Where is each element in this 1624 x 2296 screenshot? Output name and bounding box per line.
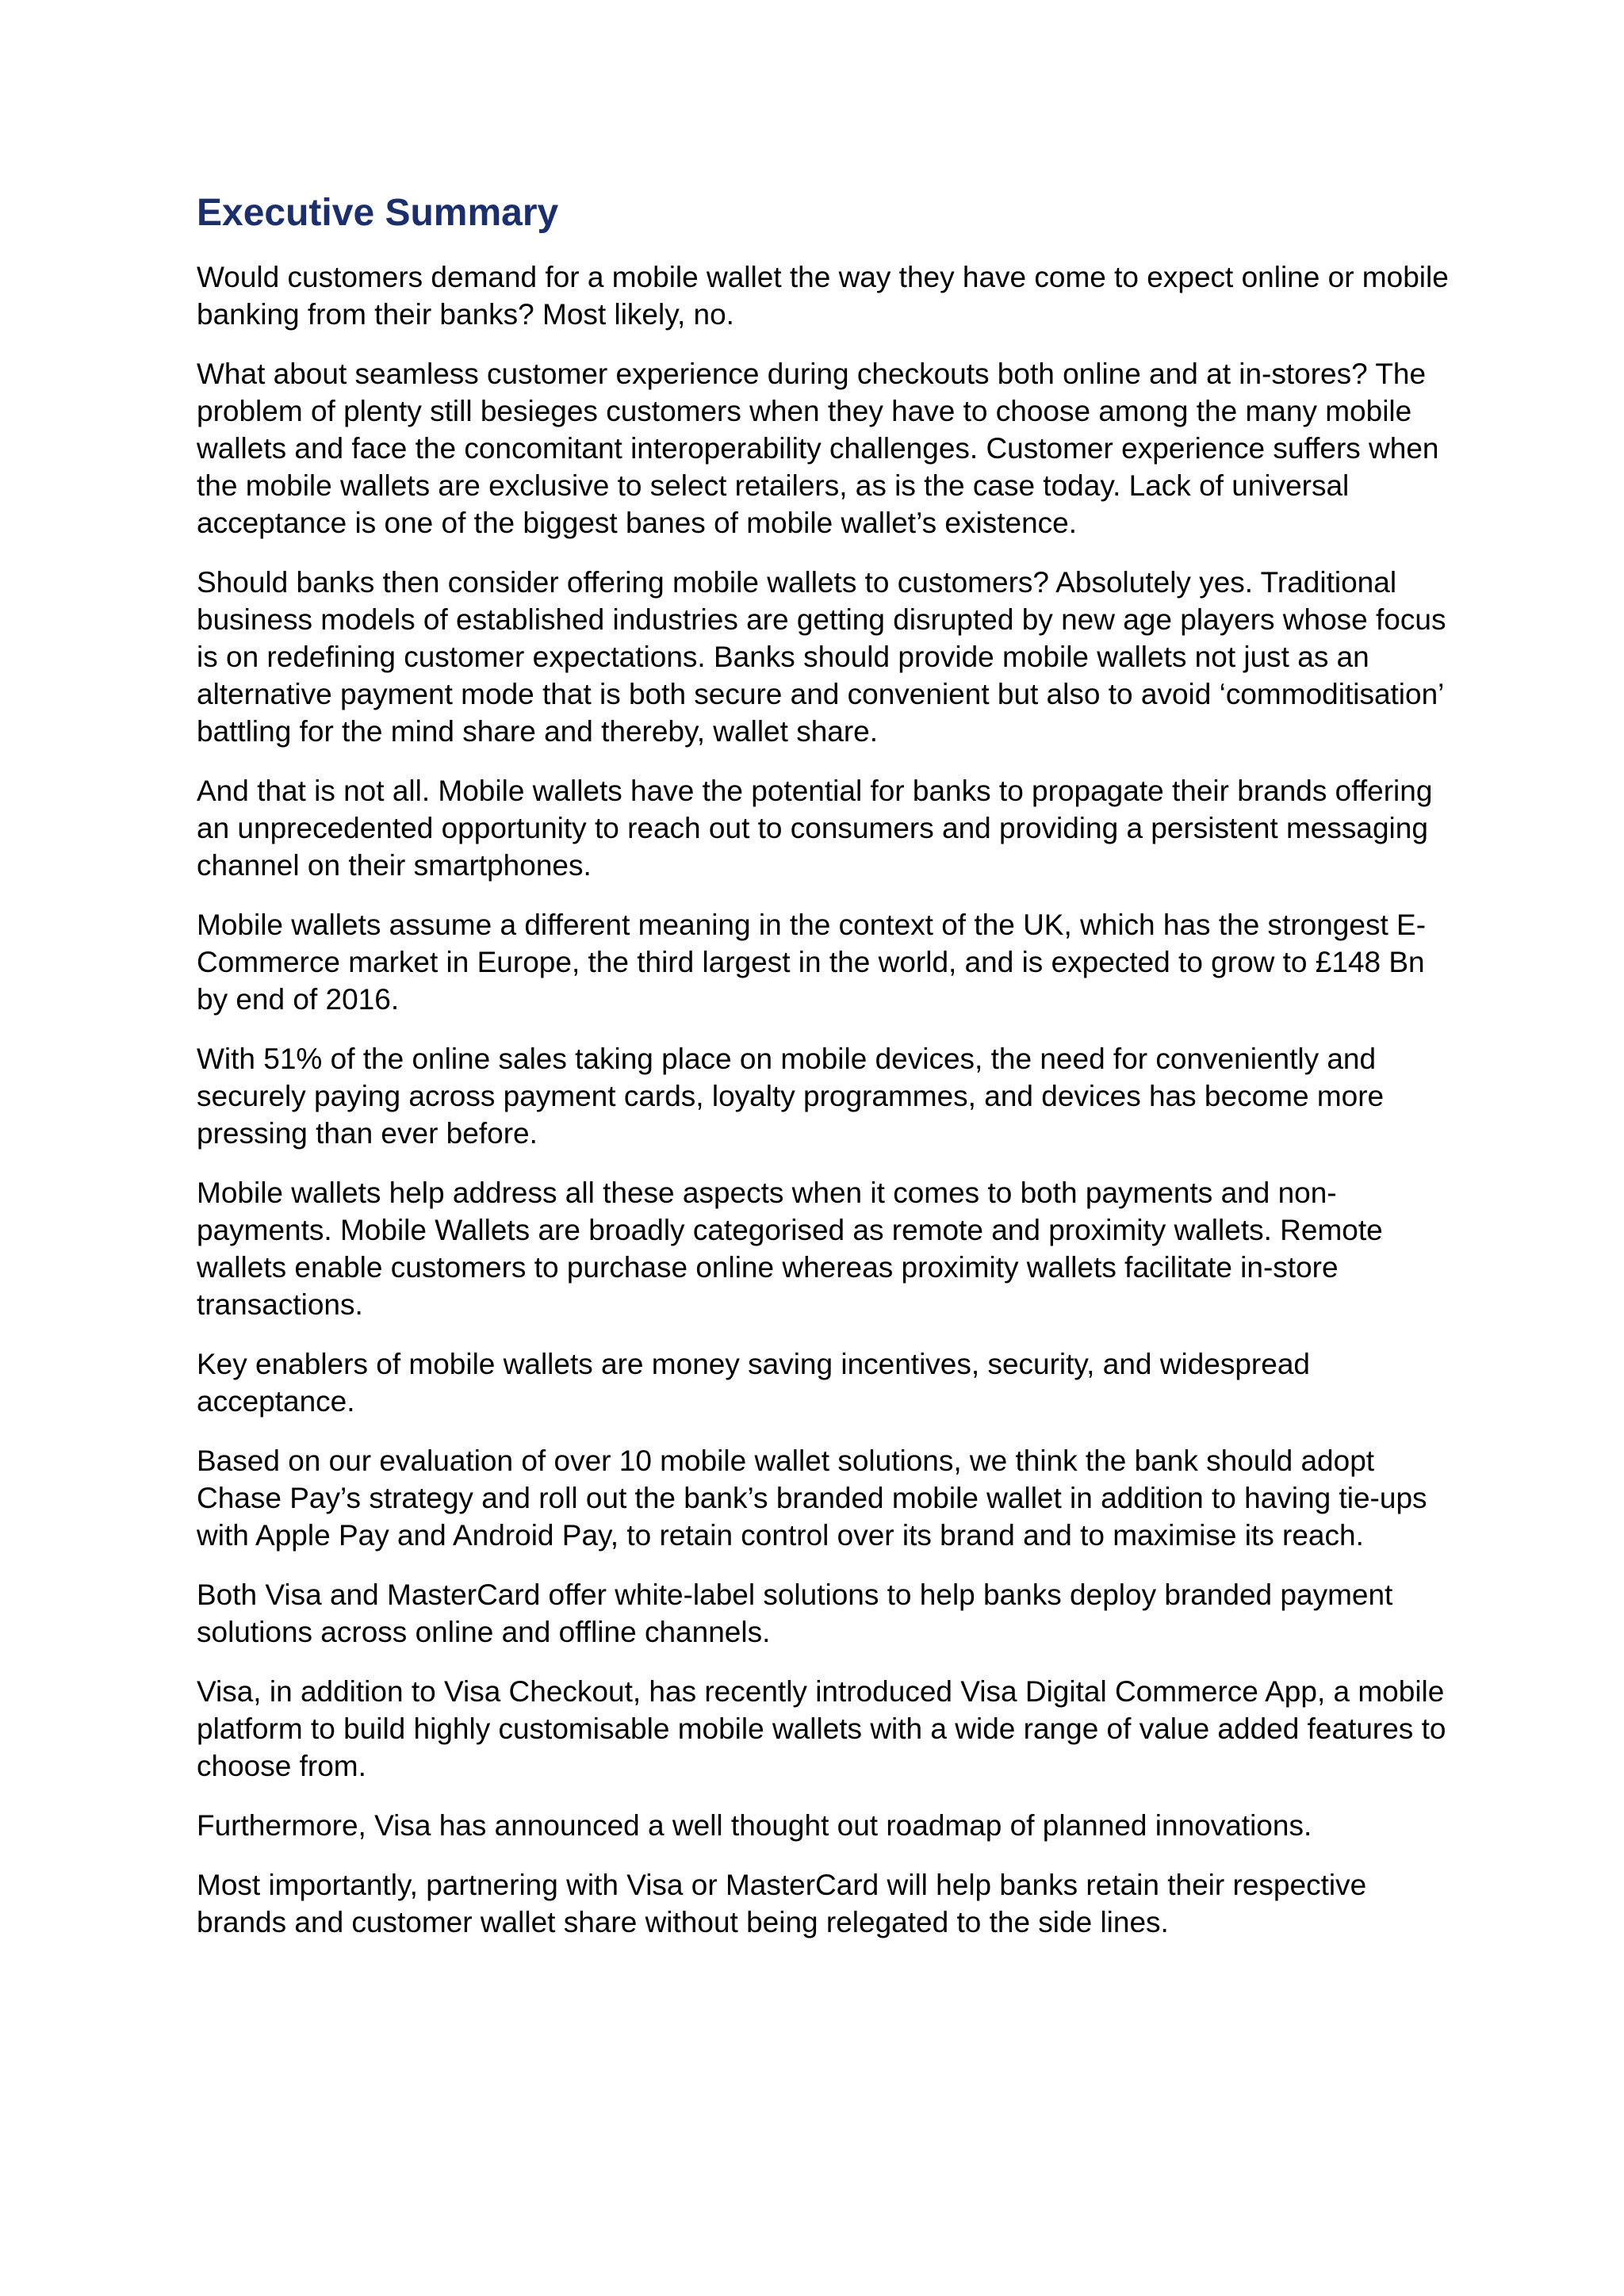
page-title: Executive Summary	[197, 192, 559, 234]
paragraph-9: Based on our evaluation of over 10 mobile wallet solutions, we think the bank should adopt Chase Pay’s strategy and roll out the bank’s branded mobile wallet in addition to having tie-ups with Apple Pay and Android Pay, to retain control over its brand and to maximise its reach.	[197, 1444, 1427, 1552]
paragraph-10: Both Visa and MasterCard offer white-label solutions to help banks deploy branded payment solutions across online and offline channels.	[197, 1578, 1393, 1648]
paragraph-11: Visa, in addition to Visa Checkout, has recently introduced Visa Digital Commerce App, a mobile platform to build highly customisable mobile wallets with a wide range of value added features to choose from.	[197, 1674, 1446, 1782]
paragraph-3: Should banks then consider offering mobile wallets to customers? Absolutely yes. Traditional business models of established industries are getting disrupted by new age players whose focus is on redefining customer expectations. Banks should provide mobile wallets not just as an alternative payment mode that is both secure and convenient but also to avoid ‘commoditisation’ battling for the mind share and thereby, wallet share.	[197, 565, 1446, 748]
paragraph-4: And that is not all. Mobile wallets have the potential for banks to propagate their brands offering an unprecedented opportunity to reach out to consumers and providing a persistent messaging channel on their smartphones.	[197, 774, 1433, 882]
paragraph-8: Key enablers of mobile wallets are money saving incentives, security, and widespread acceptance.	[197, 1347, 1310, 1418]
paragraph-2: What about seamless customer experience during checkouts both online and at in-stores? The problem of plenty still besieges customers when they have to choose among the many mobile wallets and face the concomitant interoperability challenges. Customer experience suffers when the mobile wallets are exclusive to select retailers, as is the case today. Lack of universal acceptance is one of the biggest banes of mobile wallet’s existence.	[197, 357, 1439, 539]
paragraph-7: Mobile wallets help address all these aspects when it comes to both payments and non-payments. Mobile Wallets are broadly categorised as remote and proximity wallets. Remote wallets enable customers to purchase online whereas proximity wallets facilitate in-store transactions.	[197, 1176, 1383, 1321]
paragraph-13: Most importantly, partnering with Visa or MasterCard will help banks retain their respective brands and customer wallet share without being relegated to the side lines.	[197, 1868, 1367, 1938]
document-page	[197, 190, 1450, 1963]
paragraph-12: Furthermore, Visa has announced a well thought out roadmap of planned innovations.	[197, 1808, 1312, 1842]
paragraph-1: Would customers demand for a mobile wallet the way they have come to expect online or mobile banking from their banks? Most likely, no.	[197, 260, 1449, 331]
paragraph-6: With 51% of the online sales taking place on mobile devices, the need for conveniently and securely paying across payment cards, loyalty programmes, and devices has become more pressing than ever before.	[197, 1042, 1385, 1150]
paragraph-5: Mobile wallets assume a different meaning in the context of the UK, which has the strongest E-Commerce market in Europe, the third largest in the world, and is expected to grow to £148 Bn by end of 2016.	[197, 908, 1427, 1016]
